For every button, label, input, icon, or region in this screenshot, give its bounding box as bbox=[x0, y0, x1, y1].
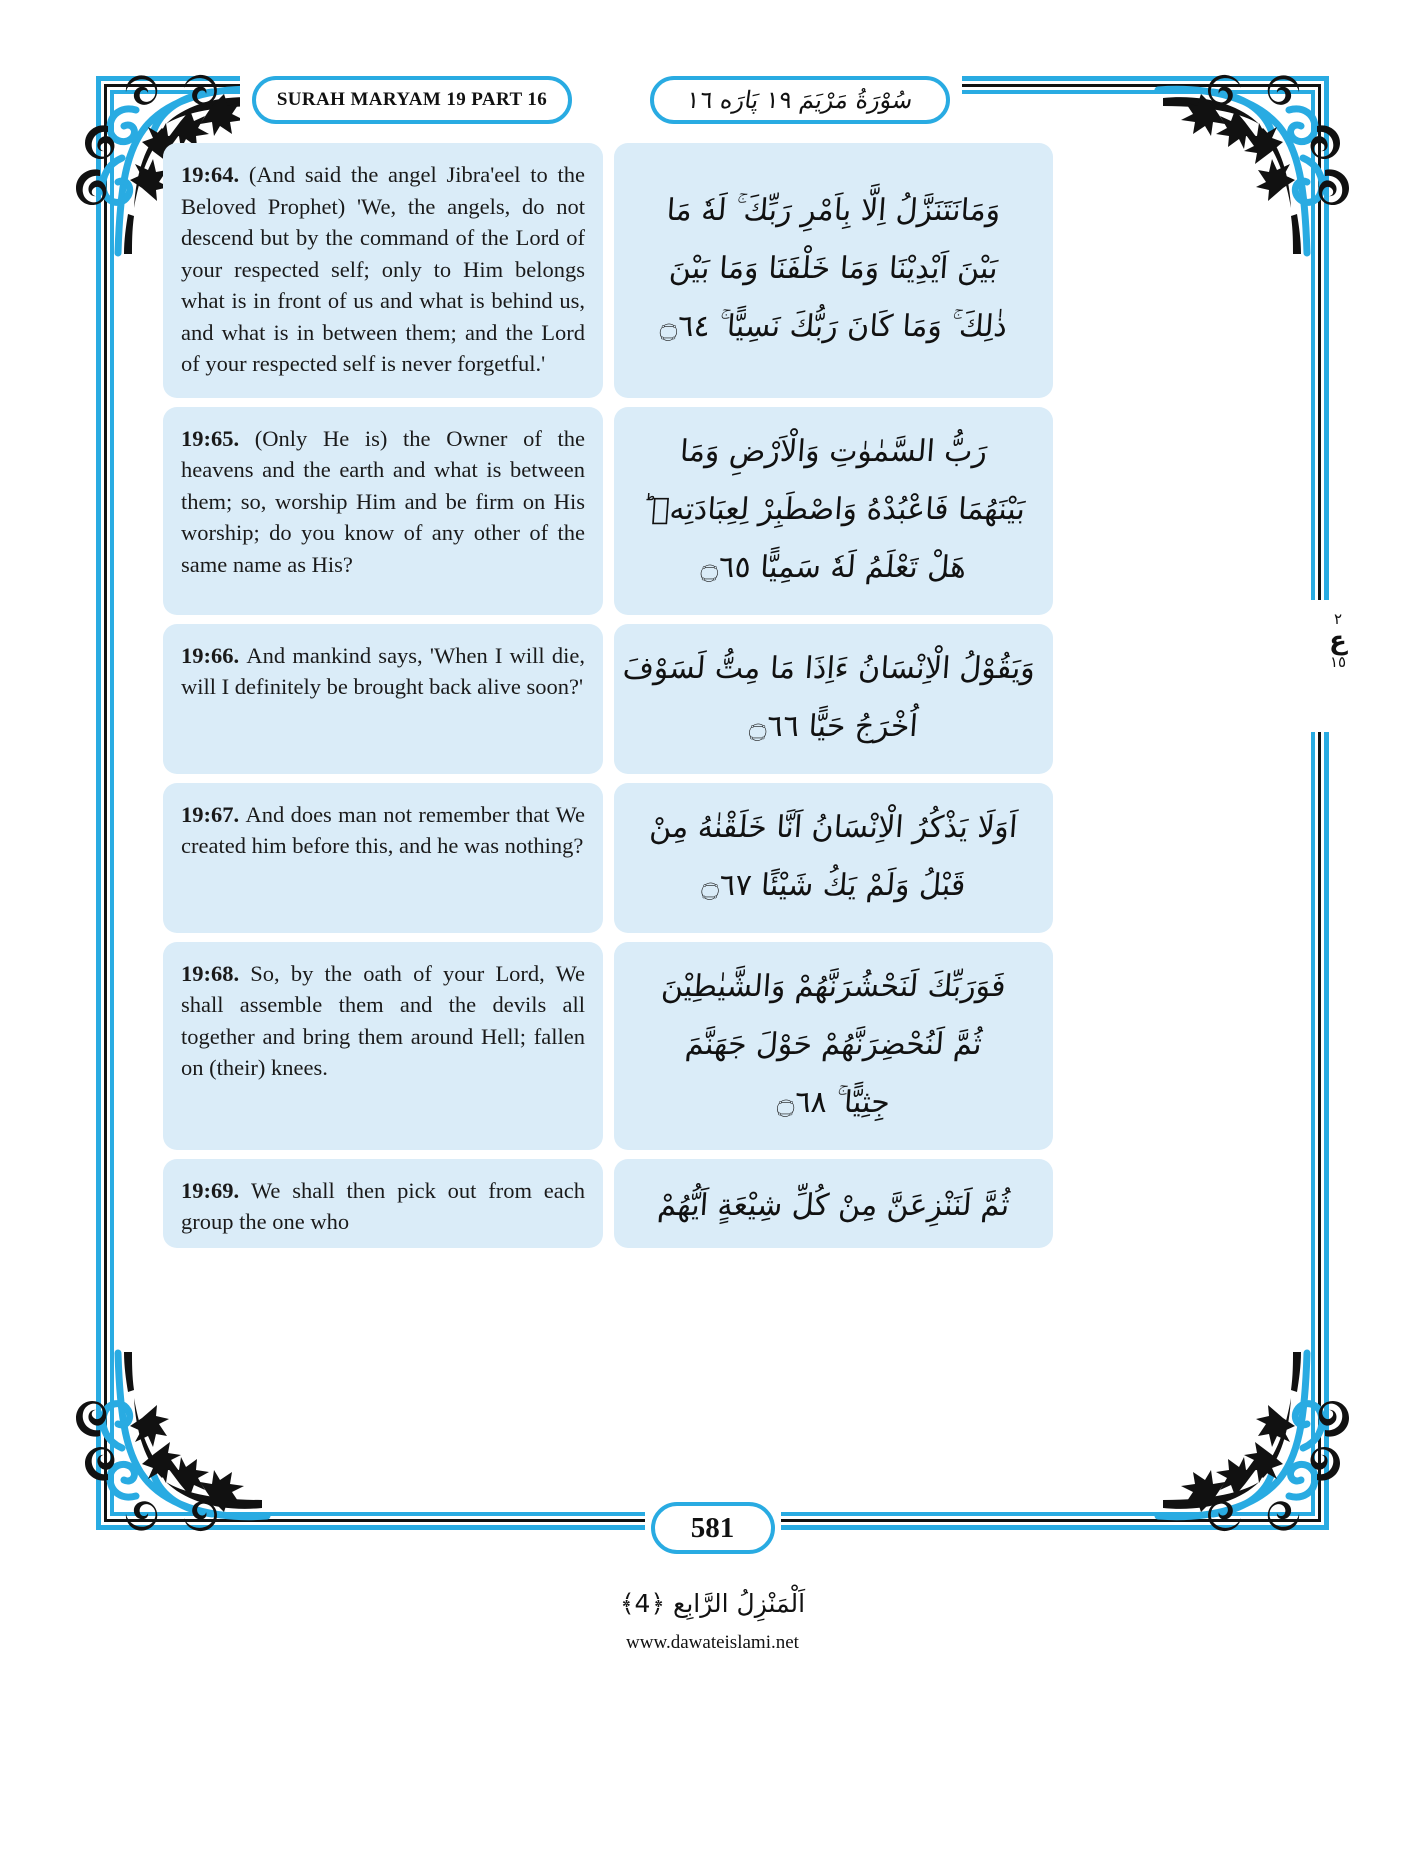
surah-title-english: SURAH MARYAM 19 PART 16 bbox=[276, 89, 548, 110]
page-number-badge bbox=[651, 1502, 775, 1554]
verse-row bbox=[163, 143, 1053, 398]
verse-arabic-19-66 bbox=[614, 624, 1053, 774]
arabic-line: ثُمَّ لَنُحْضِرَنَّهُمْ حَوْلَ جَهَنَّمَ bbox=[684, 1026, 983, 1062]
verse-number: 19:68. bbox=[181, 960, 251, 986]
surah-header-right bbox=[650, 76, 950, 124]
arabic-line: بَيْنَ اَيْدِيْنَا وَمَا خَلْفَنَا وَمَا بَيْنَ bbox=[668, 251, 999, 287]
verses-container bbox=[163, 143, 1053, 1248]
verse-number: 19:67. bbox=[181, 801, 246, 827]
verse-english-19-65 bbox=[163, 407, 603, 615]
arabic-line: اَوَلَا يَذْكُرُ الْاِنْسَانُ اَنَّا خَلَقْنٰهُ مِنْ bbox=[648, 809, 1019, 845]
verse-translation: (And said the angel Jibra'eel to the Beloved Prophet) 'We, the angels, do not descend but by the command of the Lord of your respected self; only to Him belongs what is in front of us and what is behind us, and what is in between them; and the Lord of your respected self is never forgetful.' bbox=[181, 162, 585, 376]
verse-row bbox=[163, 1159, 1053, 1248]
ruku-marker bbox=[1315, 612, 1361, 671]
verse-translation: And does man not remember that We created him before this, and he was nothing? bbox=[181, 801, 585, 858]
arabic-line: وَيَقُوْلُ الْاِنْسَانُ ءَاِذَا مَا مِتُّ لَسَوْفَ bbox=[621, 650, 1037, 686]
verse-english-19-64 bbox=[163, 143, 603, 398]
verse-translation: And mankind says, 'When I will die, will I definitely be brought back alive soon?' bbox=[181, 642, 585, 699]
ruku-marker-bottom: ١٥ bbox=[1329, 653, 1347, 672]
surah-header-left bbox=[252, 76, 572, 124]
arabic-line: ثُمَّ لَنَنْزِعَنَّ مِنْ كُلِّ شِيْعَةٍ اَيُّهُمْ bbox=[656, 1188, 1011, 1223]
arabic-line: بَيْنَهُمَا فَاعْبُدْهُ وَاصْطَبِرْ لِعِبَادَتِهٖ ؕ bbox=[640, 491, 1027, 527]
verse-english-19-69 bbox=[163, 1159, 603, 1248]
arabic-line: هَلْ تَعْلَمُ لَهٗ سَمِيًّا ۝٦٥ bbox=[699, 549, 968, 585]
verse-arabic-19-68 bbox=[614, 942, 1053, 1150]
arabic-line: جِثِيًّا ۚ ۝٦٨ bbox=[775, 1084, 892, 1120]
verse-english-19-67 bbox=[163, 783, 603, 933]
verse-number: 19:66. bbox=[181, 642, 247, 668]
verse-translation: So, by the oath of your Lord, We shall assemble them and the devils all together and bring them around Hell; fallen on (their) knees. bbox=[181, 960, 585, 1080]
arabic-line: وَمَانَتَنَزَّلُ اِلَّا بِاَمْرِ رَبِّكَ ۚ لَهٗ مَا bbox=[665, 193, 1002, 229]
verse-english-19-66 bbox=[163, 624, 603, 774]
verse-arabic-19-64 bbox=[614, 143, 1053, 398]
arabic-line: قَبْلُ وَلَمْ يَكُ شَيْئًا ۝٦٧ bbox=[700, 867, 967, 903]
verse-translation: We shall then pick out from each group the one who bbox=[181, 1177, 585, 1234]
verse-row bbox=[163, 624, 1053, 774]
surah-title-arabic: سُوْرَةُ مَرْيَمَ ١٩ پَارَه ١٦ bbox=[685, 86, 915, 114]
verse-english-19-68 bbox=[163, 942, 603, 1150]
verse-row bbox=[163, 783, 1053, 933]
arabic-line: اُخْرَجُ حَيًّا ۝٦٦ bbox=[748, 708, 919, 744]
page-number: 581 bbox=[690, 1511, 735, 1544]
verse-arabic-19-67 bbox=[614, 783, 1053, 933]
ruku-marker-ayn: ع bbox=[1329, 625, 1347, 656]
verse-number: 19:65. bbox=[181, 425, 255, 451]
arabic-line: فَوَرَبِّكَ لَنَحْشُرَنَّهُمْ وَالشَّيٰطِيْنَ bbox=[660, 968, 1007, 1004]
verse-row bbox=[163, 942, 1053, 1150]
arabic-line: رَبُّ السَّمٰوٰتِ وَالْاَرْضِ وَمَا bbox=[678, 433, 989, 469]
verse-translation: (Only He is) the Owner of the heavens and the earth and what is between them; so, worship Him and be firm on His worship; do you know of any other of the same name as His? bbox=[181, 425, 585, 577]
verse-arabic-19-69 bbox=[614, 1159, 1053, 1248]
verse-arabic-19-65 bbox=[614, 407, 1053, 615]
arabic-line: ذٰلِكَ ۚ وَمَا كَانَ رَبُّكَ نَسِيًّا ۚ ۝٦٤ bbox=[658, 309, 1009, 345]
ruku-marker-top: ٢ bbox=[1333, 610, 1343, 628]
verse-row bbox=[163, 407, 1053, 615]
verse-number: 19:64. bbox=[181, 162, 249, 187]
verse-number: 19:69. bbox=[181, 1177, 251, 1203]
website-url[interactable]: www.dawateislami.net bbox=[626, 1632, 799, 1653]
manzil-label: اَلْمَنْزِلُ الرَّابِع ﴿4﴾ bbox=[619, 1589, 806, 1618]
